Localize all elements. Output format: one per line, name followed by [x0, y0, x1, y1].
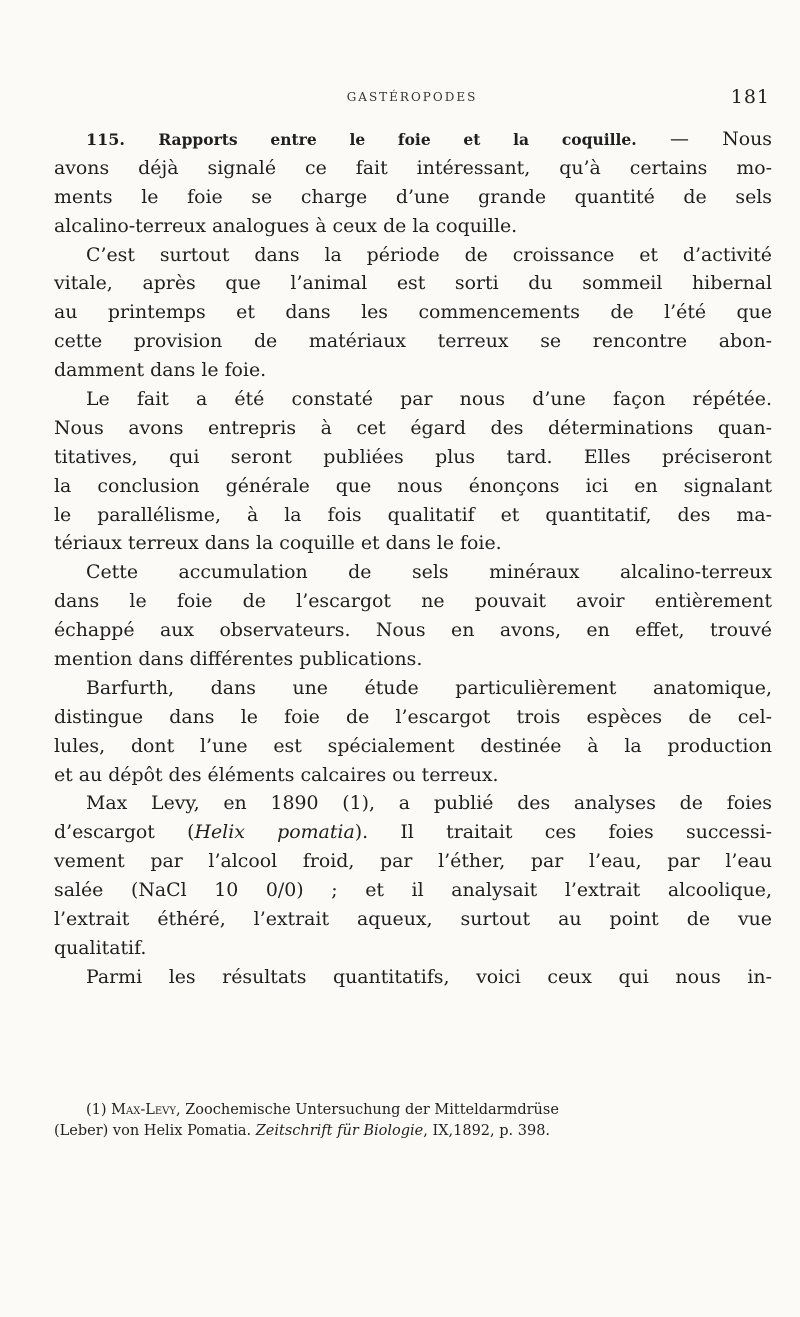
text-line: mention dans différentes publications.: [54, 648, 423, 671]
section-heading-line: [54, 125, 772, 154]
running-title: GASTÉROPODES: [346, 90, 478, 104]
text-line: Cette accumulation de sels minéraux alcalino-terreux: [86, 561, 772, 584]
footnote-text: Zoochemische Untersuchung der Mitteldarmdrüse: [180, 1102, 559, 1118]
footnote-text: (Leber) von Helix Pomatia.: [54, 1123, 256, 1139]
text-line: titatives, qui seront publiées plus tard. Elles préciseront: [54, 445, 772, 468]
text-line: Le fait a été constaté par nous d’une façon répétée.: [86, 388, 772, 411]
main-text: [54, 125, 772, 992]
footnote: [54, 1100, 772, 1142]
text-line: le parallélisme, à la fois qualitatif et quantitatif, des ma-: [54, 503, 772, 526]
text-line: vitale, après que l’animal est sorti du sommeil hibernal: [54, 272, 772, 295]
text-line: Barfurth, dans une étude particulièrement anatomique,: [86, 676, 772, 699]
text-fragment: ). Il traitait ces foies successi-: [354, 821, 773, 844]
text-line: avons déjà signalé ce fait intéressant, qu’à certains mo-: [54, 156, 772, 179]
text-line: qualitatif.: [54, 936, 147, 959]
text-line: échappé aux observateurs. Nous en avons, en effet, trouvé: [54, 619, 772, 642]
page-header: [54, 88, 770, 112]
footnote-author: Max-Levy,: [111, 1102, 181, 1118]
footnote-text: , IX,1892, p. 398.: [423, 1123, 551, 1139]
section-title: Rapports entre le foie et la coquille.: [158, 130, 637, 149]
text-line: lules, dont l’une est spécialement destinée à la production: [54, 734, 772, 757]
text-line: la conclusion générale que nous énonçons ici en signalant: [54, 474, 772, 497]
text-line: cette provision de matériaux terreux se rencontre abon-: [54, 330, 772, 353]
page-number: 181: [730, 86, 770, 108]
text-line: Nous: [722, 128, 772, 150]
section-dash: —: [669, 128, 689, 150]
text-line: et au dépôt des éléments calcaires ou terreux.: [54, 763, 499, 786]
footnote-marker: (1): [86, 1102, 107, 1118]
text-line: Parmi les résultats quantitatifs, voici ceux qui nous in-: [86, 965, 772, 988]
text-line: Nous avons entrepris à cet égard des déterminations quan-: [54, 416, 772, 439]
text-fragment: d’escargot (: [54, 821, 195, 844]
text-line: ments le foie se charge d’une grande quantité de sels: [54, 185, 772, 208]
footnote-line: [54, 1121, 772, 1142]
text-line: alcalino-terreux analogues à ceux de la coquille.: [54, 214, 518, 237]
text-line: vement par l’alcool froid, par l’éther, par l’eau, par l’eau: [54, 850, 772, 873]
text-line: [54, 818, 772, 847]
species-name: Helix pomatia: [194, 821, 355, 844]
text-line: C’est surtout dans la période de croissance et d’activité: [86, 243, 772, 266]
text-line: l’extrait éthéré, l’extrait aqueux, surtout au point de vue: [54, 908, 772, 931]
text-line: distingue dans le foie de l’escargot trois espèces de cel-: [54, 705, 772, 728]
text-line: dans le foie de l’escargot ne pouvait avoir entièrement: [54, 590, 772, 613]
text-line: damment dans le foie.: [54, 359, 267, 382]
text-line: au printemps et dans les commencements de l’été que: [54, 301, 772, 324]
footnote-line: [54, 1100, 772, 1121]
text-line: Max Levy, en 1890 (1), a publié des analyses de foies: [86, 792, 772, 815]
section-number: 115.: [86, 130, 125, 149]
text-line: tériaux terreux dans la coquille et dans le foie.: [54, 532, 502, 555]
footnote-journal: Zeitschrift für Biologie: [255, 1123, 424, 1139]
text-line: salée (NaCl 10 0/0) ; et il analysait l’extrait alcoolique,: [54, 879, 772, 902]
